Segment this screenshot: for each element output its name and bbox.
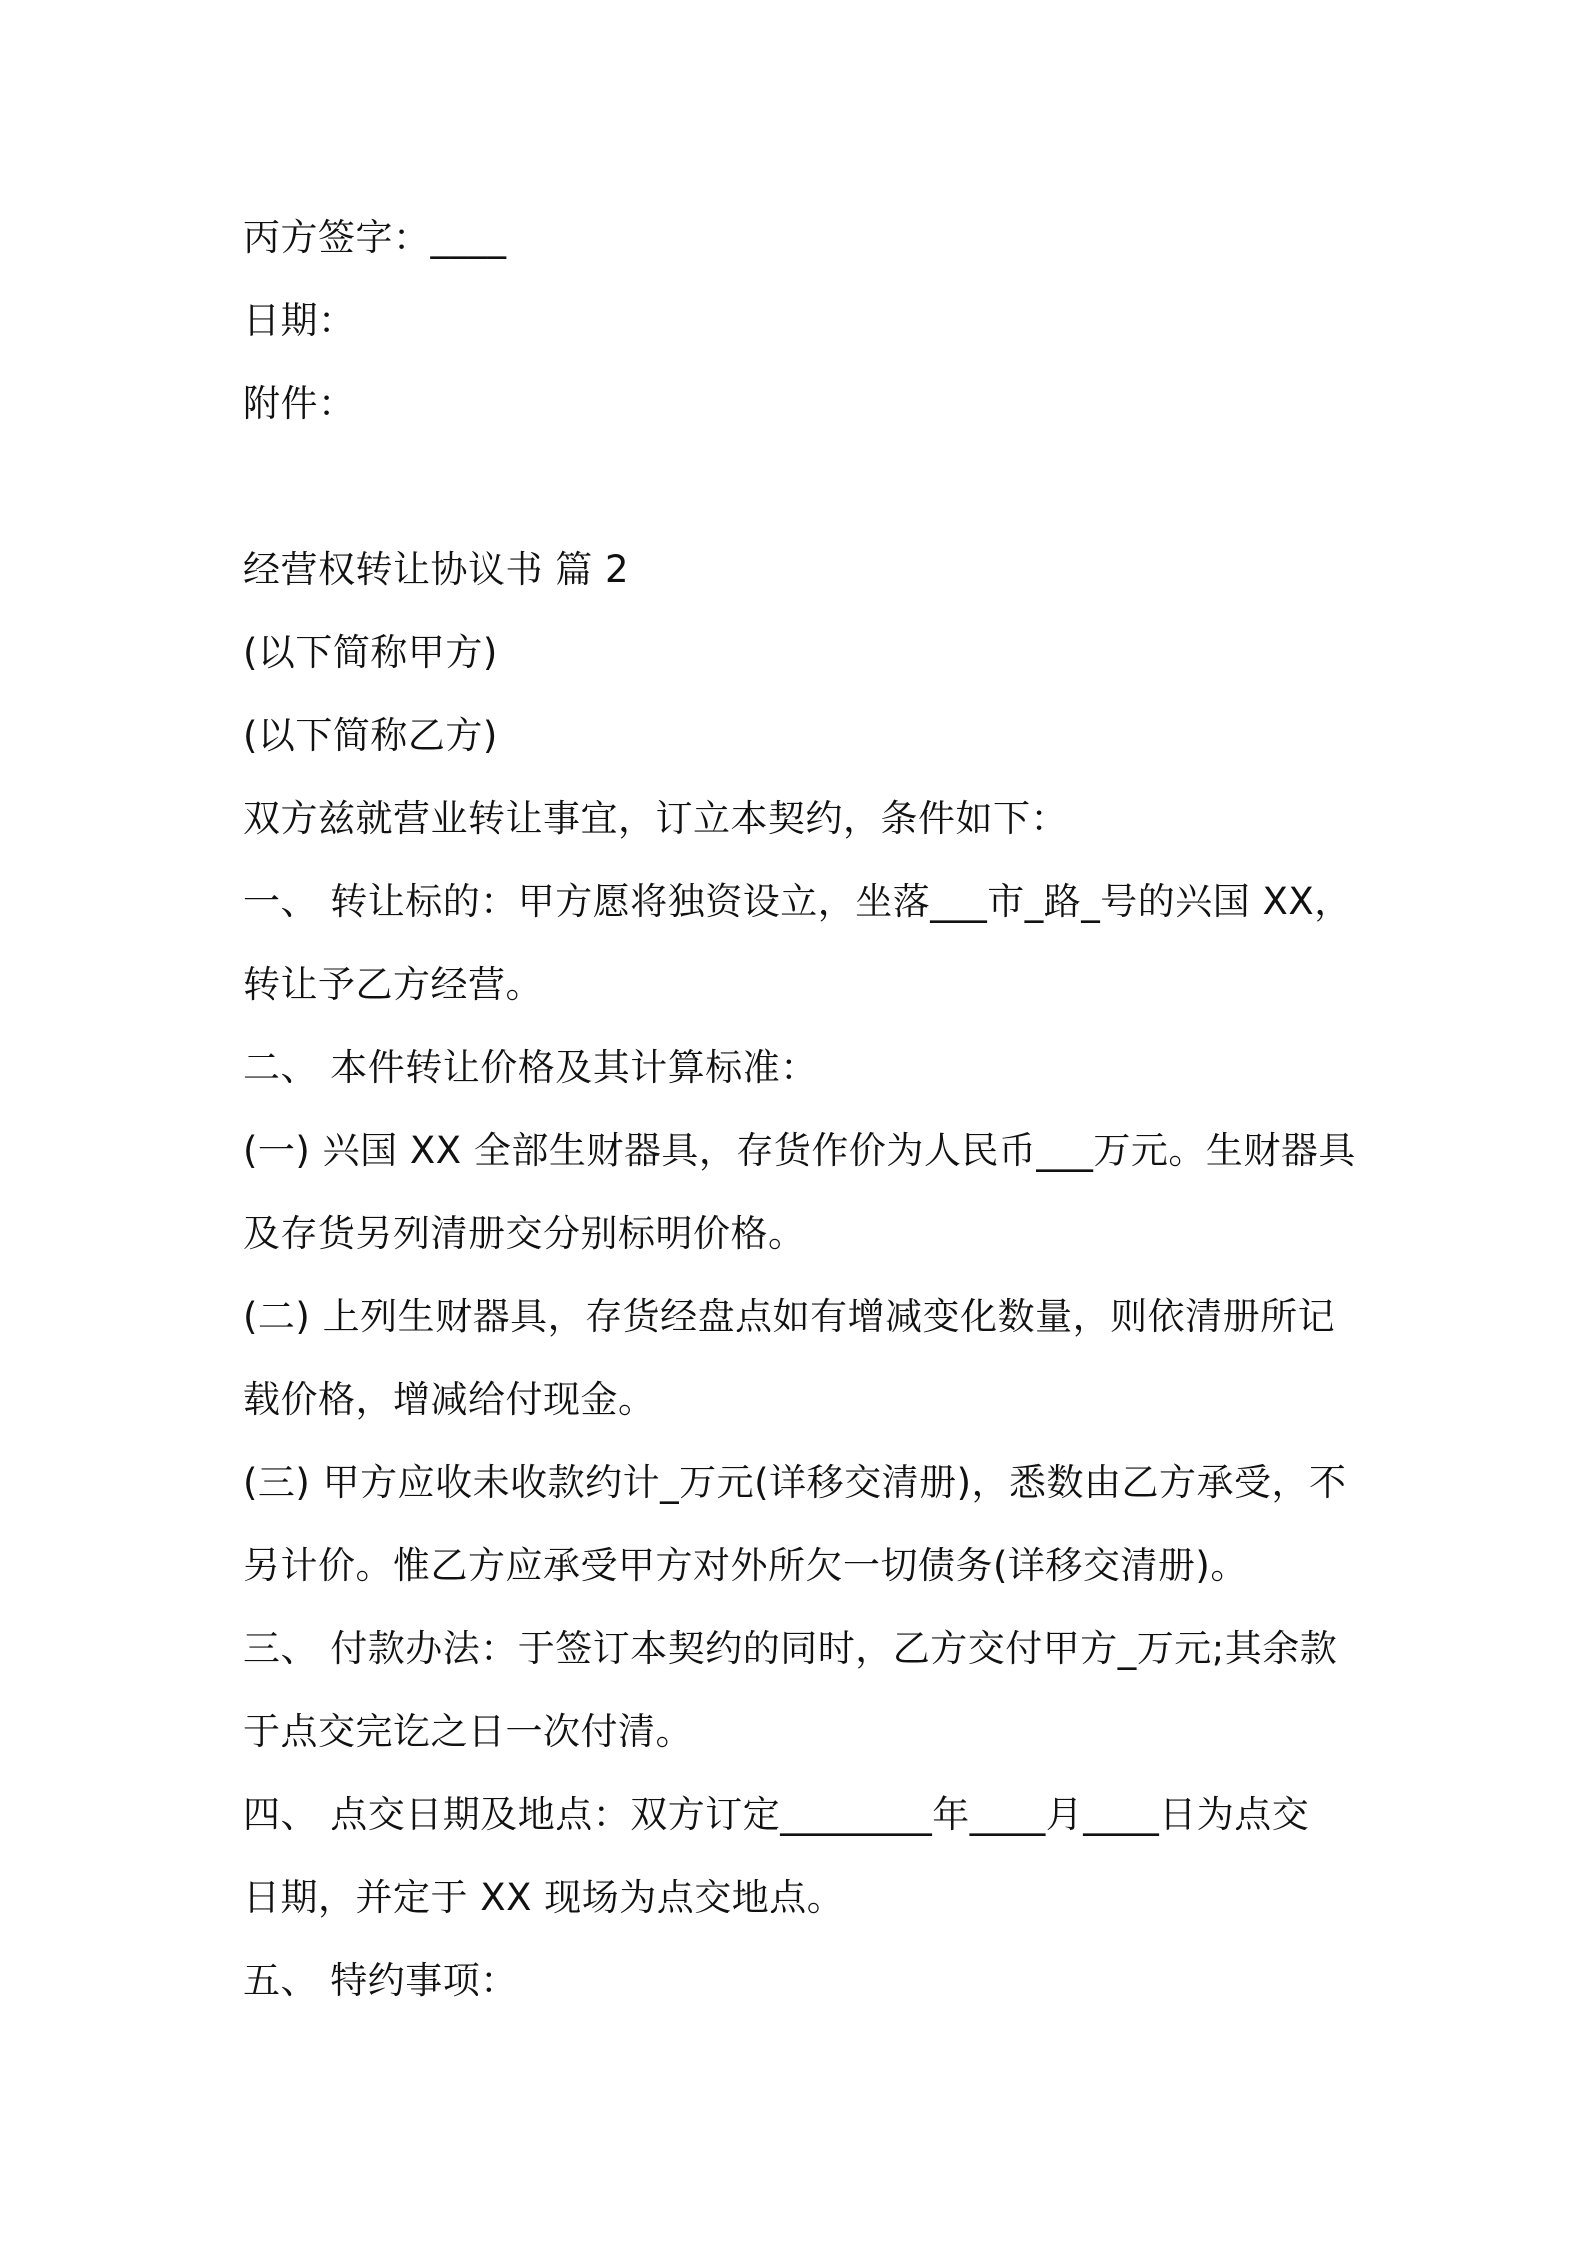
paragraph-line: (以下简称乙方) (243, 714, 498, 757)
paragraph-line: 五、 特约事项： (243, 1959, 518, 2002)
paragraph-line: (一) 兴国 XX 全部生财器具，存货作价为人民币___万元。生财器具 (243, 1129, 1356, 1172)
paragraph-line: (三) 甲方应收未收款约计_万元(详移交清册)，悉数由乙方承受，不 (243, 1461, 1347, 1504)
section-title: 经营权转让协议书 篇 2 (243, 548, 630, 591)
paragraph-line: 转让予乙方经营。 (243, 963, 543, 1006)
paragraph-line: 二、 本件转让价格及其计算标准： (243, 1046, 818, 1089)
document-body (243, 196, 1363, 2022)
paragraph-line: 一、 转让标的：甲方愿将独资设立，坐落___市_路_号的兴国 XX， (243, 880, 1352, 923)
paragraph-line: 三、 付款办法：于签订本契约的同时，乙方交付甲方_万元;其余款 (243, 1627, 1338, 1670)
paragraph-line: 日期，并定于 XX 现场为点交地点。 (243, 1876, 845, 1919)
paragraph-line: 双方兹就营业转让事宜，订立本契约，条件如下： (243, 797, 1068, 840)
party-c-signature-line: 丙方签字：____ (243, 216, 507, 259)
attachment-line: 附件： (243, 382, 356, 425)
paragraph-line: 四、 点交日期及地点：双方订定________年____月____日为点交 (243, 1793, 1310, 1836)
paragraph-line: 于点交完讫之日一次付清。 (243, 1710, 693, 1753)
section-spacer (243, 445, 1363, 528)
paragraph-line: 另计价。惟乙方应承受甲方对外所欠一切债务(详移交清册)。 (243, 1544, 1248, 1587)
paragraph-line: 载价格，增减给付现金。 (243, 1378, 656, 1421)
paragraph-line: 及存货另列清册交分别标明价格。 (243, 1212, 806, 1255)
paragraph-line: (以下简称甲方) (243, 631, 498, 674)
date-line: 日期： (243, 299, 356, 342)
paragraph-line: (二) 上列生财器具，存货经盘点如有增减变化数量，则依清册所记 (243, 1295, 1336, 1338)
